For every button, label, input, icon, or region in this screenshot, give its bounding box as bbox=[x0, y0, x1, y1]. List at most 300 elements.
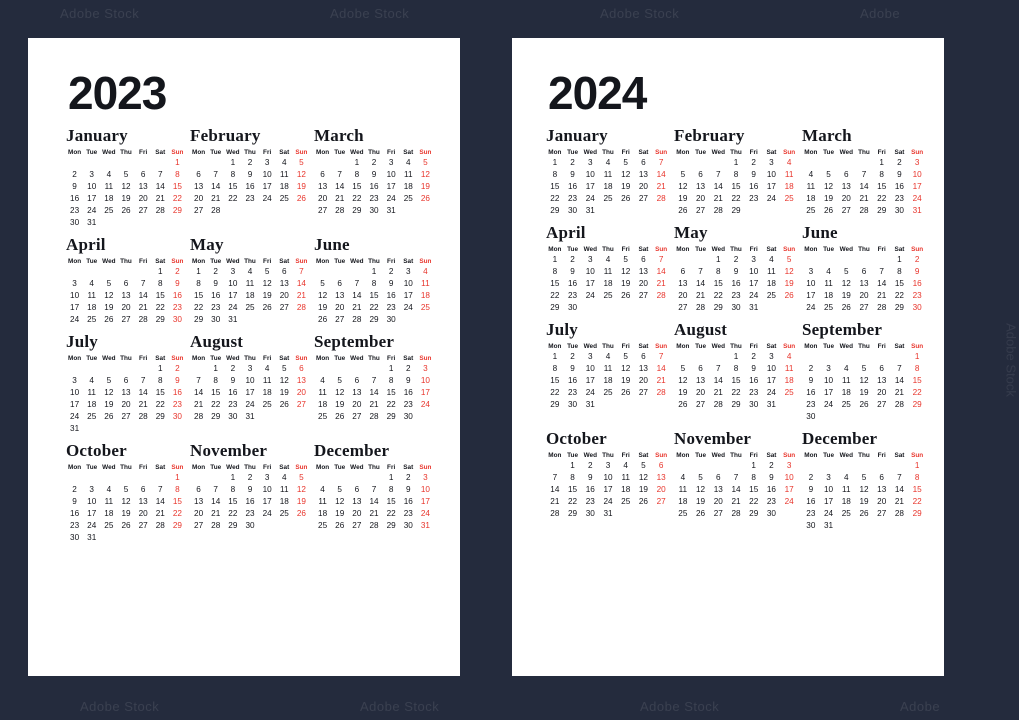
day-cell[interactable]: 21 bbox=[296, 291, 306, 300]
day-cell[interactable]: 1 bbox=[914, 461, 920, 470]
day-cell[interactable]: 15 bbox=[352, 182, 362, 191]
day-cell[interactable]: 19 bbox=[621, 182, 631, 191]
day-cell[interactable]: 13 bbox=[335, 291, 345, 300]
day-cell[interactable]: 25 bbox=[104, 521, 114, 530]
day-cell[interactable]: 26 bbox=[121, 206, 131, 215]
day-cell[interactable]: 30 bbox=[568, 303, 578, 312]
day-cell[interactable]: 7 bbox=[213, 485, 218, 494]
day-cell[interactable]: 17 bbox=[824, 388, 834, 397]
day-cell[interactable]: 25 bbox=[420, 303, 430, 312]
day-cell[interactable]: 10 bbox=[87, 182, 97, 191]
day-cell[interactable]: 14 bbox=[335, 182, 345, 191]
day-cell[interactable]: 30 bbox=[70, 533, 80, 542]
day-cell[interactable]: 6 bbox=[140, 170, 146, 179]
day-cell[interactable]: 18 bbox=[279, 182, 289, 191]
day-cell[interactable]: 27 bbox=[138, 521, 148, 530]
day-cell[interactable]: 8 bbox=[552, 364, 558, 373]
day-cell[interactable]: 19 bbox=[104, 303, 114, 312]
day-cell[interactable]: 2 bbox=[371, 158, 377, 167]
day-cell[interactable]: 9 bbox=[388, 279, 394, 288]
day-cell[interactable]: 25 bbox=[318, 521, 328, 530]
day-cell[interactable]: 31 bbox=[87, 218, 97, 227]
day-cell[interactable]: 10 bbox=[824, 485, 834, 494]
day-cell[interactable]: 4 bbox=[623, 461, 628, 470]
day-cell[interactable]: 23 bbox=[172, 303, 182, 312]
day-cell[interactable]: 2 bbox=[897, 158, 902, 167]
day-cell[interactable]: 4 bbox=[281, 158, 287, 167]
day-cell[interactable]: 15 bbox=[731, 376, 741, 385]
day-cell[interactable]: 12 bbox=[262, 279, 272, 288]
day-cell[interactable]: 30 bbox=[568, 206, 578, 215]
day-cell[interactable]: 26 bbox=[296, 194, 306, 203]
day-cell[interactable]: 21 bbox=[335, 194, 345, 203]
day-cell[interactable]: 26 bbox=[104, 315, 114, 324]
day-cell[interactable]: 14 bbox=[369, 497, 379, 506]
day-cell[interactable]: 15 bbox=[731, 182, 741, 191]
day-cell[interactable]: 21 bbox=[369, 400, 379, 409]
day-cell[interactable]: 21 bbox=[877, 291, 887, 300]
day-cell[interactable]: 18 bbox=[603, 376, 613, 385]
day-cell[interactable]: 18 bbox=[104, 194, 114, 203]
day-cell[interactable]: 17 bbox=[806, 291, 816, 300]
day-cell[interactable]: 24 bbox=[585, 388, 595, 397]
day-cell[interactable]: 21 bbox=[138, 400, 148, 409]
day-cell[interactable]: 11 bbox=[245, 279, 255, 288]
day-cell[interactable]: 3 bbox=[914, 158, 920, 167]
day-cell[interactable]: 17 bbox=[245, 388, 255, 397]
day-cell[interactable]: 3 bbox=[423, 473, 428, 482]
day-cell[interactable]: 25 bbox=[678, 509, 688, 518]
day-cell[interactable]: 7 bbox=[716, 364, 721, 373]
day-cell[interactable]: 25 bbox=[279, 509, 289, 518]
day-cell[interactable]: 25 bbox=[841, 509, 851, 518]
day-cell[interactable]: 14 bbox=[550, 485, 560, 494]
day-cell[interactable]: 17 bbox=[784, 485, 794, 494]
day-cell[interactable]: 17 bbox=[585, 182, 595, 191]
day-cell[interactable]: 7 bbox=[371, 376, 377, 385]
day-cell[interactable]: 7 bbox=[733, 473, 739, 482]
day-cell[interactable]: 2 bbox=[213, 267, 218, 276]
day-cell[interactable]: 22 bbox=[386, 400, 396, 409]
day-cell[interactable]: 24 bbox=[585, 291, 595, 300]
day-cell[interactable]: 26 bbox=[420, 194, 430, 203]
day-cell[interactable]: 18 bbox=[621, 485, 631, 494]
day-cell[interactable]: 28 bbox=[155, 521, 165, 530]
day-cell[interactable]: 23 bbox=[245, 509, 255, 518]
day-cell[interactable]: 4 bbox=[106, 170, 112, 179]
day-cell[interactable]: 20 bbox=[121, 303, 131, 312]
day-cell[interactable]: 24 bbox=[784, 497, 794, 506]
day-cell[interactable]: 12 bbox=[279, 376, 289, 385]
day-cell[interactable]: 23 bbox=[70, 206, 80, 215]
day-cell[interactable]: 26 bbox=[121, 521, 131, 530]
day-cell[interactable]: 12 bbox=[859, 485, 869, 494]
day-cell[interactable]: 26 bbox=[859, 509, 869, 518]
day-cell[interactable]: 23 bbox=[70, 521, 80, 530]
day-cell[interactable]: 27 bbox=[279, 303, 289, 312]
day-cell[interactable]: 27 bbox=[638, 291, 648, 300]
day-cell[interactable]: 8 bbox=[751, 473, 756, 482]
day-cell[interactable]: 27 bbox=[138, 206, 148, 215]
day-cell[interactable]: 17 bbox=[912, 182, 922, 191]
day-cell[interactable]: 15 bbox=[749, 485, 759, 494]
day-cell[interactable]: 22 bbox=[172, 194, 182, 203]
day-cell[interactable]: 21 bbox=[352, 303, 362, 312]
day-cell[interactable]: 30 bbox=[245, 521, 255, 530]
day-cell[interactable]: 15 bbox=[877, 182, 887, 191]
day-cell[interactable]: 29 bbox=[568, 509, 578, 518]
day-cell[interactable]: 7 bbox=[861, 170, 867, 179]
day-cell[interactable]: 27 bbox=[335, 315, 345, 324]
day-cell[interactable]: 5 bbox=[861, 364, 867, 373]
day-cell[interactable]: 19 bbox=[420, 182, 430, 191]
day-cell[interactable]: 1 bbox=[716, 255, 721, 264]
day-cell[interactable]: 20 bbox=[656, 485, 666, 494]
day-cell[interactable]: 15 bbox=[155, 388, 165, 397]
day-cell[interactable]: 15 bbox=[228, 182, 238, 191]
day-cell[interactable]: 5 bbox=[264, 267, 270, 276]
day-cell[interactable]: 25 bbox=[279, 194, 289, 203]
day-cell[interactable]: 29 bbox=[155, 315, 165, 324]
day-cell[interactable]: 11 bbox=[87, 291, 96, 300]
day-cell[interactable]: 26 bbox=[279, 400, 289, 409]
day-cell[interactable]: 4 bbox=[769, 255, 774, 264]
day-cell[interactable]: 9 bbox=[405, 376, 411, 385]
day-cell[interactable]: 1 bbox=[914, 352, 920, 361]
day-cell[interactable]: 6 bbox=[337, 279, 342, 288]
day-cell[interactable]: 12 bbox=[841, 279, 851, 288]
day-cell[interactable]: 4 bbox=[786, 158, 792, 167]
day-cell[interactable]: 4 bbox=[89, 279, 94, 288]
day-cell[interactable]: 14 bbox=[369, 388, 379, 397]
day-cell[interactable]: 12 bbox=[621, 267, 631, 276]
day-cell[interactable]: 23 bbox=[731, 291, 741, 300]
day-cell[interactable]: 7 bbox=[371, 485, 377, 494]
day-cell[interactable]: 13 bbox=[194, 497, 204, 506]
day-cell[interactable]: 3 bbox=[264, 473, 270, 482]
day-cell[interactable]: 31 bbox=[585, 400, 595, 409]
day-cell[interactable]: 24 bbox=[766, 388, 776, 397]
day-cell[interactable]: 2 bbox=[733, 255, 739, 264]
day-cell[interactable]: 5 bbox=[423, 158, 428, 167]
day-cell[interactable]: 24 bbox=[70, 315, 80, 324]
day-cell[interactable]: 12 bbox=[678, 182, 688, 191]
day-cell[interactable]: 8 bbox=[552, 267, 558, 276]
day-cell[interactable]: 29 bbox=[172, 521, 182, 530]
day-cell[interactable]: 19 bbox=[335, 400, 345, 409]
day-cell[interactable]: 11 bbox=[318, 497, 327, 506]
day-cell[interactable]: 20 bbox=[696, 194, 706, 203]
day-cell[interactable]: 17 bbox=[262, 182, 272, 191]
day-cell[interactable]: 23 bbox=[211, 303, 221, 312]
day-cell[interactable]: 1 bbox=[371, 267, 377, 276]
day-cell[interactable]: 5 bbox=[123, 485, 129, 494]
day-cell[interactable]: 18 bbox=[318, 400, 328, 409]
day-cell[interactable]: 30 bbox=[806, 412, 816, 421]
day-cell[interactable]: 18 bbox=[603, 279, 613, 288]
day-cell[interactable]: 8 bbox=[175, 170, 180, 179]
day-cell[interactable]: 4 bbox=[405, 158, 411, 167]
day-cell[interactable]: 21 bbox=[713, 388, 723, 397]
day-cell[interactable]: 19 bbox=[859, 388, 869, 397]
day-cell[interactable]: 29 bbox=[155, 412, 165, 421]
day-cell[interactable]: 1 bbox=[230, 473, 236, 482]
day-cell[interactable]: 12 bbox=[859, 376, 869, 385]
day-cell[interactable]: 23 bbox=[766, 497, 776, 506]
day-cell[interactable]: 16 bbox=[70, 509, 80, 518]
day-cell[interactable]: 23 bbox=[172, 400, 182, 409]
day-cell[interactable]: 27 bbox=[877, 400, 887, 409]
day-cell[interactable]: 11 bbox=[603, 170, 613, 179]
day-cell[interactable]: 16 bbox=[245, 182, 255, 191]
day-cell[interactable]: 11 bbox=[280, 485, 289, 494]
day-cell[interactable]: 29 bbox=[894, 303, 904, 312]
day-cell[interactable]: 5 bbox=[623, 352, 628, 361]
day-cell[interactable]: 16 bbox=[749, 182, 759, 191]
day-cell[interactable]: 2 bbox=[175, 267, 180, 276]
day-cell[interactable]: 1 bbox=[230, 158, 236, 167]
day-cell[interactable]: 12 bbox=[824, 182, 834, 191]
day-cell[interactable]: 31 bbox=[70, 424, 80, 433]
day-cell[interactable]: 20 bbox=[877, 388, 887, 397]
day-cell[interactable]: 6 bbox=[680, 267, 686, 276]
day-cell[interactable]: 21 bbox=[731, 497, 741, 506]
day-cell[interactable]: 18 bbox=[279, 497, 289, 506]
day-cell[interactable]: 23 bbox=[228, 400, 238, 409]
day-cell[interactable]: 8 bbox=[733, 364, 739, 373]
day-cell[interactable]: 30 bbox=[228, 412, 238, 421]
day-cell[interactable]: 30 bbox=[172, 315, 182, 324]
day-cell[interactable]: 5 bbox=[623, 158, 628, 167]
day-cell[interactable]: 29 bbox=[211, 412, 221, 421]
day-cell[interactable]: 22 bbox=[155, 400, 165, 409]
day-cell[interactable]: 30 bbox=[369, 206, 379, 215]
day-cell[interactable]: 28 bbox=[656, 194, 666, 203]
day-cell[interactable]: 28 bbox=[369, 521, 379, 530]
day-cell[interactable]: 18 bbox=[784, 182, 794, 191]
day-cell[interactable]: 22 bbox=[749, 497, 759, 506]
day-cell[interactable]: 13 bbox=[138, 182, 148, 191]
day-cell[interactable]: 8 bbox=[157, 376, 163, 385]
day-cell[interactable]: 24 bbox=[912, 194, 922, 203]
day-cell[interactable]: 28 bbox=[656, 291, 666, 300]
day-cell[interactable]: 29 bbox=[731, 206, 741, 215]
day-cell[interactable]: 13 bbox=[713, 485, 723, 494]
day-cell[interactable]: 4 bbox=[826, 267, 831, 276]
day-cell[interactable]: 25 bbox=[621, 497, 631, 506]
day-cell[interactable]: 20 bbox=[335, 303, 345, 312]
day-cell[interactable]: 9 bbox=[247, 485, 253, 494]
day-cell[interactable]: 26 bbox=[696, 509, 706, 518]
day-cell[interactable]: 4 bbox=[89, 376, 94, 385]
day-cell[interactable]: 20 bbox=[296, 388, 306, 397]
day-cell[interactable]: 28 bbox=[211, 521, 221, 530]
day-cell[interactable]: 13 bbox=[678, 279, 688, 288]
day-cell[interactable]: 7 bbox=[897, 473, 902, 482]
day-cell[interactable]: 31 bbox=[386, 206, 396, 215]
day-cell[interactable]: 3 bbox=[72, 376, 77, 385]
day-cell[interactable]: 22 bbox=[352, 194, 362, 203]
day-cell[interactable]: 3 bbox=[588, 352, 593, 361]
day-cell[interactable]: 27 bbox=[318, 206, 328, 215]
day-cell[interactable]: 15 bbox=[550, 279, 560, 288]
day-cell[interactable]: 10 bbox=[585, 364, 595, 373]
day-cell[interactable]: 3 bbox=[588, 255, 593, 264]
day-cell[interactable]: 6 bbox=[641, 255, 646, 264]
day-cell[interactable]: 22 bbox=[713, 291, 723, 300]
day-cell[interactable]: 1 bbox=[213, 364, 218, 373]
day-cell[interactable]: 31 bbox=[228, 315, 238, 324]
day-cell[interactable]: 7 bbox=[337, 170, 342, 179]
day-cell[interactable]: 6 bbox=[196, 485, 201, 494]
day-cell[interactable]: 30 bbox=[403, 412, 413, 421]
day-cell[interactable]: 11 bbox=[603, 364, 613, 373]
day-cell[interactable]: 15 bbox=[550, 376, 560, 385]
day-cell[interactable]: 24 bbox=[420, 509, 430, 518]
day-cell[interactable]: 11 bbox=[842, 485, 851, 494]
day-cell[interactable]: 25 bbox=[824, 303, 834, 312]
day-cell[interactable]: 5 bbox=[299, 473, 304, 482]
day-cell[interactable]: 27 bbox=[696, 400, 706, 409]
day-cell[interactable]: 27 bbox=[121, 412, 131, 421]
day-cell[interactable]: 12 bbox=[420, 170, 430, 179]
day-cell[interactable]: 6 bbox=[320, 170, 325, 179]
day-cell[interactable]: 4 bbox=[423, 267, 428, 276]
day-cell[interactable]: 5 bbox=[680, 364, 686, 373]
day-cell[interactable]: 10 bbox=[228, 279, 238, 288]
day-cell[interactable]: 17 bbox=[585, 376, 595, 385]
day-cell[interactable]: 17 bbox=[70, 303, 80, 312]
day-cell[interactable]: 31 bbox=[420, 521, 430, 530]
day-cell[interactable]: 16 bbox=[369, 182, 379, 191]
day-cell[interactable]: 12 bbox=[296, 170, 306, 179]
day-cell[interactable]: 7 bbox=[658, 158, 664, 167]
day-cell[interactable]: 17 bbox=[603, 485, 613, 494]
day-cell[interactable]: 20 bbox=[638, 279, 648, 288]
day-cell[interactable]: 31 bbox=[585, 206, 595, 215]
day-cell[interactable]: 23 bbox=[369, 194, 379, 203]
day-cell[interactable]: 26 bbox=[638, 497, 648, 506]
day-cell[interactable]: 9 bbox=[808, 485, 814, 494]
day-cell[interactable]: 26 bbox=[621, 388, 631, 397]
day-cell[interactable]: 12 bbox=[104, 291, 114, 300]
day-cell[interactable]: 28 bbox=[894, 400, 904, 409]
day-cell[interactable]: 14 bbox=[352, 291, 362, 300]
day-cell[interactable]: 8 bbox=[570, 473, 575, 482]
day-cell[interactable]: 8 bbox=[388, 376, 394, 385]
day-cell[interactable]: 13 bbox=[318, 182, 328, 191]
day-cell[interactable]: 22 bbox=[877, 194, 887, 203]
day-cell[interactable]: 4 bbox=[264, 364, 270, 373]
day-cell[interactable]: 9 bbox=[230, 376, 236, 385]
day-cell[interactable]: 6 bbox=[641, 352, 646, 361]
day-cell[interactable]: 6 bbox=[641, 158, 646, 167]
day-cell[interactable]: 1 bbox=[388, 473, 394, 482]
day-cell[interactable]: 14 bbox=[656, 267, 666, 276]
day-cell[interactable]: 2 bbox=[769, 461, 774, 470]
day-cell[interactable]: 26 bbox=[262, 303, 272, 312]
day-cell[interactable]: 23 bbox=[806, 400, 816, 409]
day-cell[interactable]: 18 bbox=[403, 182, 413, 191]
day-cell[interactable]: 14 bbox=[155, 182, 165, 191]
day-cell[interactable]: 25 bbox=[245, 303, 255, 312]
day-cell[interactable]: 10 bbox=[824, 376, 834, 385]
day-cell[interactable]: 26 bbox=[318, 315, 328, 324]
day-cell[interactable]: 26 bbox=[621, 291, 631, 300]
day-cell[interactable]: 20 bbox=[194, 194, 204, 203]
day-cell[interactable]: 11 bbox=[262, 376, 272, 385]
day-cell[interactable]: 14 bbox=[138, 388, 148, 397]
day-cell[interactable]: 23 bbox=[568, 194, 578, 203]
day-cell[interactable]: 27 bbox=[638, 388, 648, 397]
day-cell[interactable]: 13 bbox=[121, 291, 131, 300]
day-cell[interactable]: 16 bbox=[172, 291, 182, 300]
day-cell[interactable]: 21 bbox=[656, 279, 666, 288]
day-cell[interactable]: 28 bbox=[352, 315, 362, 324]
day-cell[interactable]: 29 bbox=[550, 303, 560, 312]
day-cell[interactable]: 20 bbox=[841, 194, 851, 203]
day-cell[interactable]: 18 bbox=[678, 497, 688, 506]
day-cell[interactable]: 14 bbox=[296, 279, 306, 288]
day-cell[interactable]: 6 bbox=[140, 485, 146, 494]
day-cell[interactable]: 19 bbox=[262, 291, 272, 300]
day-cell[interactable]: 31 bbox=[749, 303, 759, 312]
day-cell[interactable]: 1 bbox=[157, 267, 163, 276]
day-cell[interactable]: 1 bbox=[196, 267, 201, 276]
day-cell[interactable]: 2 bbox=[72, 170, 77, 179]
day-cell[interactable]: 10 bbox=[70, 388, 80, 397]
day-cell[interactable]: 10 bbox=[87, 497, 97, 506]
day-cell[interactable]: 17 bbox=[70, 400, 80, 409]
day-cell[interactable]: 16 bbox=[228, 388, 238, 397]
day-cell[interactable]: 20 bbox=[194, 509, 204, 518]
day-cell[interactable]: 24 bbox=[766, 194, 776, 203]
day-cell[interactable]: 3 bbox=[405, 267, 411, 276]
day-cell[interactable]: 27 bbox=[841, 206, 851, 215]
day-cell[interactable]: 5 bbox=[299, 158, 304, 167]
day-cell[interactable]: 5 bbox=[786, 255, 792, 264]
day-cell[interactable]: 30 bbox=[70, 218, 80, 227]
day-cell[interactable]: 17 bbox=[403, 291, 413, 300]
day-cell[interactable]: 4 bbox=[320, 485, 325, 494]
day-cell[interactable]: 2 bbox=[405, 364, 411, 373]
day-cell[interactable]: 30 bbox=[211, 315, 221, 324]
day-cell[interactable]: 26 bbox=[859, 400, 869, 409]
day-cell[interactable]: 2 bbox=[247, 158, 253, 167]
day-cell[interactable]: 27 bbox=[638, 194, 648, 203]
day-cell[interactable]: 12 bbox=[335, 388, 345, 397]
day-cell[interactable]: 8 bbox=[914, 364, 920, 373]
day-cell[interactable]: 9 bbox=[751, 364, 756, 373]
day-cell[interactable]: 4 bbox=[281, 473, 287, 482]
day-cell[interactable]: 19 bbox=[859, 497, 869, 506]
day-cell[interactable]: 9 bbox=[371, 170, 377, 179]
day-cell[interactable]: 24 bbox=[749, 291, 759, 300]
day-cell[interactable]: 8 bbox=[716, 267, 721, 276]
day-cell[interactable]: 19 bbox=[678, 194, 688, 203]
day-cell[interactable]: 7 bbox=[157, 170, 163, 179]
day-cell[interactable]: 29 bbox=[352, 206, 362, 215]
day-cell[interactable]: 24 bbox=[603, 497, 613, 506]
day-cell[interactable]: 24 bbox=[403, 303, 413, 312]
day-cell[interactable]: 4 bbox=[106, 485, 112, 494]
day-cell[interactable]: 25 bbox=[784, 194, 794, 203]
day-cell[interactable]: 1 bbox=[175, 158, 180, 167]
day-cell[interactable]: 1 bbox=[751, 461, 756, 470]
day-cell[interactable]: 29 bbox=[550, 206, 560, 215]
day-cell[interactable]: 24 bbox=[585, 194, 595, 203]
day-cell[interactable]: 30 bbox=[568, 400, 578, 409]
